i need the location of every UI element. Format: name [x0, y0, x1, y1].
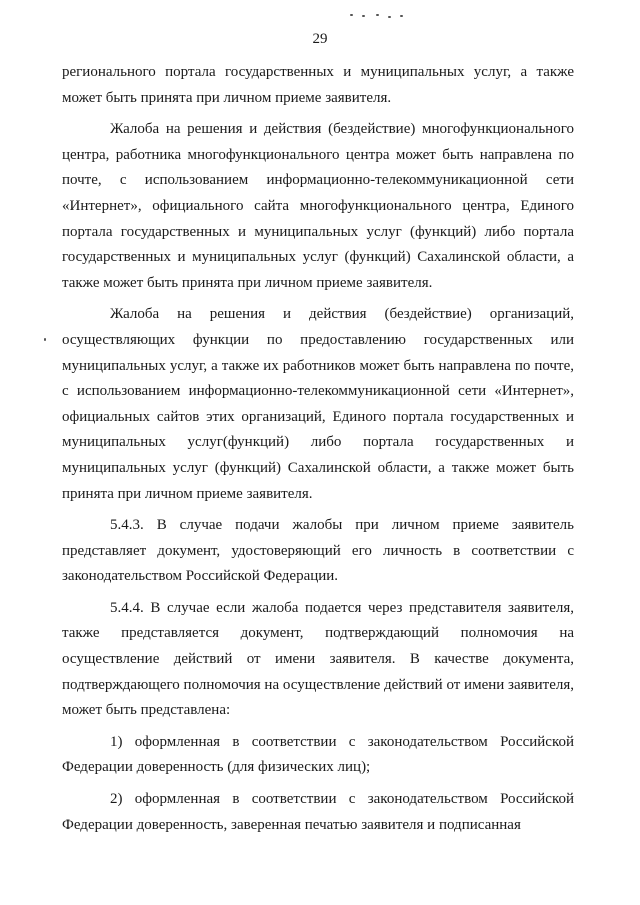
paragraph: 5.4.3. В случае подачи жалобы при личном приеме заявитель представляет документ, удостоверяющий его личность в соответствии с законодательством Российской Федерации.: [62, 517, 574, 585]
page-number: 29: [312, 31, 328, 47]
paragraph: 2) оформленная в соответствии с законодательством Российской Федерации доверенность, заверенная печатью заявителя и подписанная: [62, 791, 574, 833]
paragraph: Жалоба на решения и действия (бездействие) организаций, осуществляющих функции по предоставлению государственных или муниципальных услуг, а также их работников может быть направлена по почте, с использованием информационно-телекоммуникационной сети «Интернет», официальных сайтов этих организаций, Единого портала государственных и муниципальных услуг(функций) либо портала государственных и муниципальных услуг (функций) Сахалинской области, а также может быть принята при личном приеме заявителя.: [62, 306, 574, 502]
document-body: [62, 60, 574, 844]
paragraph: регионального портала государственных и муниципальных услуг, а также может быть принята при личном приеме заявителя.: [62, 64, 574, 106]
scan-artifact: [400, 15, 403, 17]
paragraph: 5.4.4. В случае если жалоба подается через представителя заявителя, также представляется документ, подтверждающий полномочия на осуществление действий от имени заявителя. В качестве документа, подтверждающего полномочия на осуществление действий от имени заявителя, может быть представлена:: [62, 599, 574, 719]
scan-artifact: [362, 15, 365, 17]
scan-artifact: [388, 16, 391, 18]
scan-artifact: [350, 14, 353, 16]
scan-artifact: [376, 14, 379, 16]
paragraph: 1) оформленная в соответствии с законодательством Российской Федерации доверенность (для физических лиц);: [62, 733, 574, 776]
scan-artifact: [44, 338, 46, 341]
paragraph: Жалоба на решения и действия (бездействие) многофункционального центра, работника многофункционального центра может быть направлена по почте, с использованием информационно-телекоммуникационной сети «Интернет», официального сайта многофункционального центра, Единого портала государственных и муниципальных услуг (функций) либо портала государственных и муниципальных услуг (функций) Сахалинской области, а также может быть принята при личном приеме заявителя.: [62, 121, 574, 291]
